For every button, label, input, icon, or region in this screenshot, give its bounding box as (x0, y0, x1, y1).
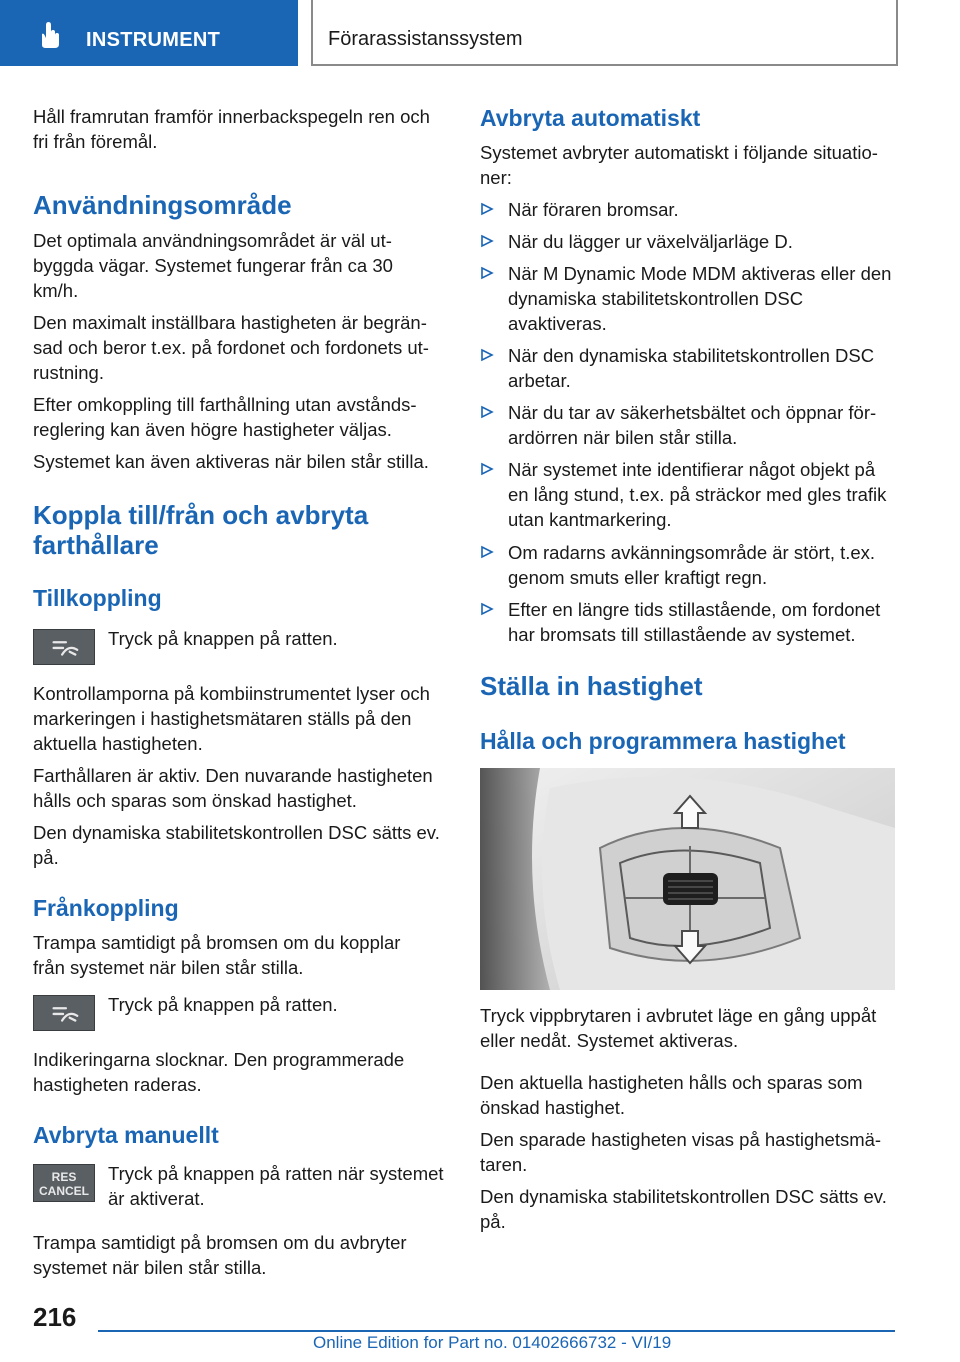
usage-paragraph-4: Systemet kan även aktiveras när bilen står stilla. (33, 451, 429, 472)
list-item-text: När du lägger ur växelväljarläge D. (508, 231, 793, 252)
off-button-text: Tryck på knappen på ratten. (108, 994, 338, 1015)
bullet-triangle-icon (480, 405, 494, 419)
heading-on: Tillkoppling (33, 585, 162, 611)
steering-wheel-rocker-switch-image (480, 768, 895, 990)
manual-button-text: Tryck på knappen på ratten när systemet är aktiverat. (108, 1163, 444, 1209)
on-paragraph-1: Kontrollamporna på kombiinstrumentet lyser och markeringen i hastighetsmätaren ställs på den aktuella hastigheten. (33, 683, 430, 754)
hold-paragraph-2: Den aktuella hastigheten hålls och sparas som önskad hastighet. (480, 1072, 863, 1118)
heading-hold: Hålla och programmera hastighet (480, 728, 846, 754)
list-item-text: När systemet inte identifierar något objekt på en lång stund, t.ex. på sträckor med gles trafik utan kantmarkering. (508, 459, 887, 530)
list-item-text: När den dynamiska stabilitetskontrollen DSC arbetar. (508, 345, 875, 391)
auto-intro: Systemet avbryter automatiskt i följande situationer: (480, 142, 878, 188)
cruise-control-button-icon (33, 995, 95, 1031)
on-paragraph-2: Farthållaren är aktiv. Den nuvarande hastigheten hålls och sparas som önskad hastighet. (33, 765, 433, 811)
on-paragraph-3: Den dynamiska stabilitetskontrollen DSC sätts ev. på. (33, 822, 440, 868)
list-item-text: När M Dynamic Mode MDM aktiveras eller den dynamiska stabilitetskontrollen DSC avaktiveras. (508, 263, 892, 334)
heading-manual: Avbryta manuellt (33, 1122, 219, 1148)
topic-header (311, 0, 898, 66)
list-item-text: När du tar av säkerhetsbältet och öppnar förardörren när bilen står stilla. (508, 402, 877, 448)
cruise-control-button-icon (33, 629, 95, 665)
page-number: 216 (33, 1302, 77, 1332)
heading-switch: Koppla till/från och avbryta farthållare (33, 500, 369, 560)
hold-paragraph-3: Den sparade hastigheten visas på hastighetsmätaren. (480, 1129, 882, 1175)
steering-hand-icon (36, 21, 64, 49)
heading-auto: Avbryta automatiskt (480, 105, 701, 131)
off-paragraph-1: Trampa samtidigt på bromsen om du kopplar från systemet när bilen står stilla. (33, 932, 401, 978)
intro-text: Håll framrutan framför innerbackspegeln ren och fri från föremål. (33, 106, 430, 152)
list-item-text: När föraren bromsar. (508, 199, 679, 220)
manual-paragraph-1: Trampa samtidigt på bromsen om du avbryter systemet när bilen står stilla. (33, 1232, 407, 1278)
off-paragraph-2: Indikeringarna slocknar. Den programmerade hastigheten raderas. (33, 1049, 405, 1095)
list-item-text: Efter en längre tids stillastående, om fordonet har bromsats till stillastående av systemet. (508, 599, 881, 645)
bullet-triangle-icon (480, 348, 494, 362)
hold-paragraph-1: Tryck vippbrytaren i avbrutet läge en gång uppåt eller nedåt. Systemet aktiveras. (480, 1005, 877, 1051)
hold-paragraph-4: Den dynamiska stabilitetskontrollen DSC sätts ev. på. (480, 1186, 887, 1232)
bullet-triangle-icon (480, 202, 494, 216)
on-button-text: Tryck på knappen på ratten. (108, 628, 338, 649)
bullet-triangle-icon (480, 462, 494, 476)
heading-off: Frånkoppling (33, 895, 179, 921)
bullet-triangle-icon (480, 545, 494, 559)
usage-paragraph-2: Den maximalt inställbara hastigheten är begränsad och beror t.ex. på fordonet och fordonets utrustning. (33, 312, 429, 383)
footer-edition: Online Edition for Part no. 01402666732 - VI/19 (313, 1333, 672, 1352)
section-title: INSTRUMENT (86, 29, 221, 51)
bullet-triangle-icon (480, 602, 494, 616)
bullet-triangle-icon (480, 266, 494, 280)
list-item-text: Om radarns avkänningsområde är stört, t.ex. genom smuts eller kraftigt regn. (508, 542, 876, 588)
footer-divider (98, 1330, 895, 1332)
usage-paragraph-1: Det optimala användningsområdet är väl utbyggda vägar. Systemet fungerar från ca 30 km/h. (33, 230, 393, 301)
bullet-triangle-icon (480, 234, 494, 248)
usage-paragraph-3: Efter omkoppling till farthållning utan avståndsreglering kan även högre hastigheter väljas. (33, 394, 417, 440)
res-label: RES (51, 1170, 77, 1184)
section-tab (0, 0, 298, 66)
topic-title: Förarassistanssystem (328, 28, 523, 50)
heading-usage: Användningsområde (33, 190, 292, 220)
heading-speed: Ställa in hastighet (480, 671, 703, 701)
res-cancel-button-icon (33, 1164, 95, 1202)
cancel-label: CANCEL (39, 1184, 89, 1198)
